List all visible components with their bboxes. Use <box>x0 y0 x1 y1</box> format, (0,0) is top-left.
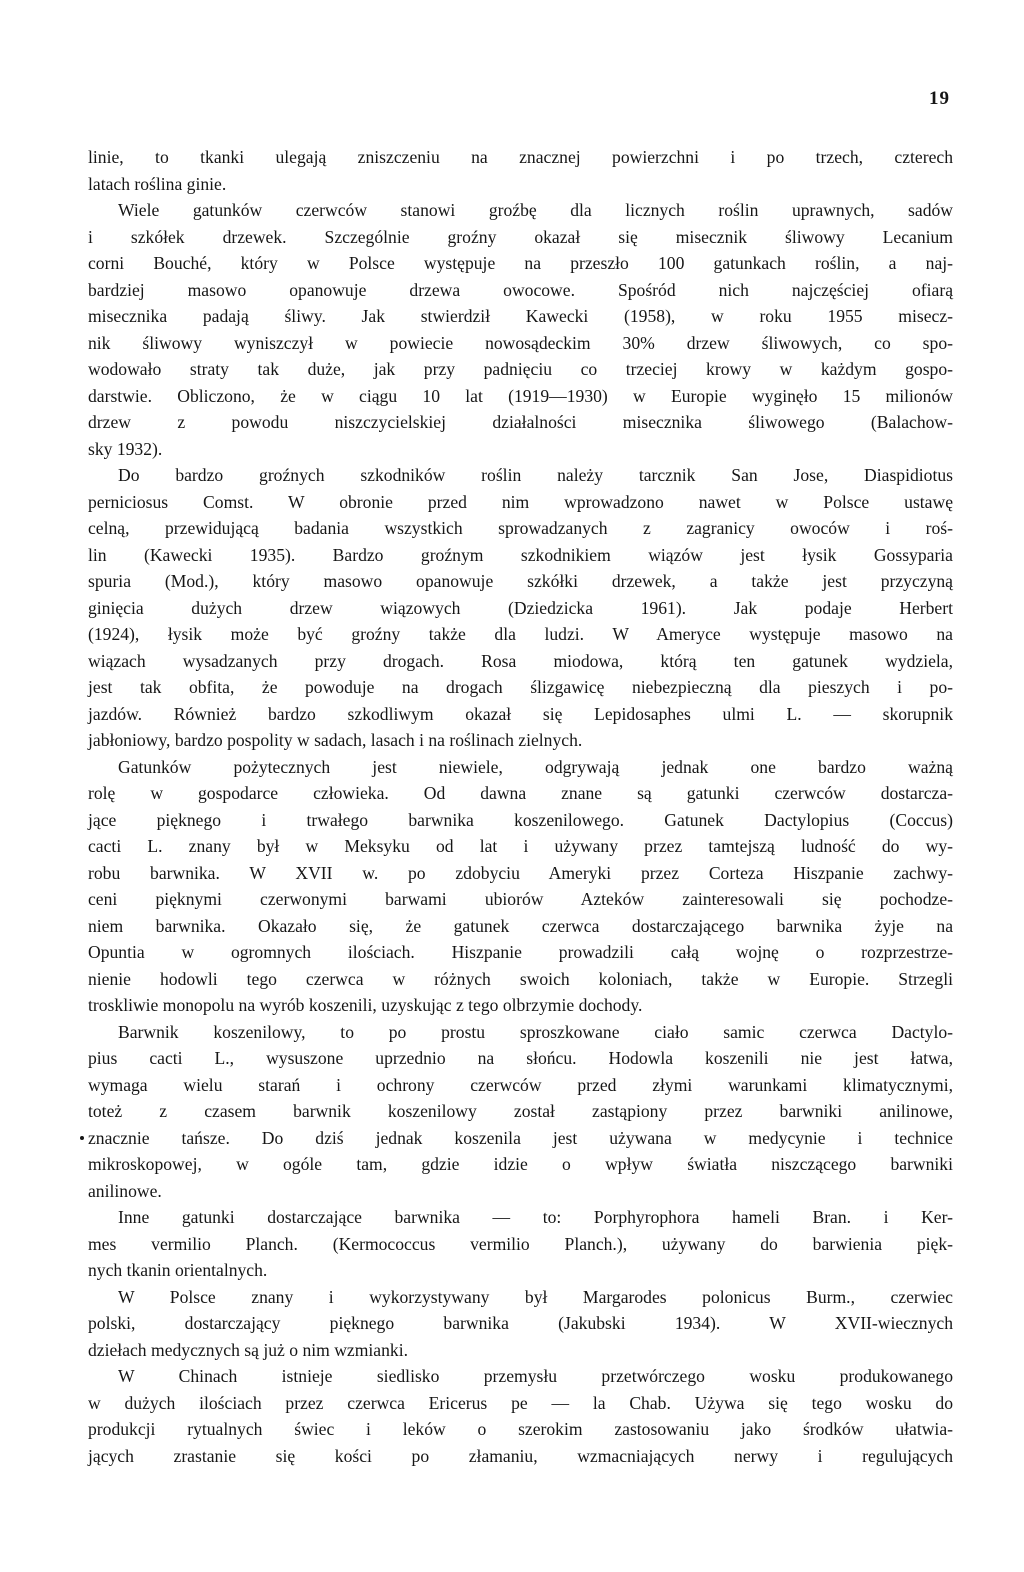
text-line: sky 1932). <box>88 438 163 459</box>
text-line: nienie hodowli tego czerwca w różnych swoich koloniach, także w Europie. Strzegli <box>88 968 953 989</box>
text-line: troskliwie monopolu na wyrób koszenili, uzyskując z tego olbrzymie dochody. <box>88 995 643 1015</box>
text-line: latach roślina ginie. <box>88 173 227 194</box>
text-line: jabłoniowy, bardzo pospolity w sadach, lasach i na roślinach zielnych. <box>88 730 583 750</box>
text-line: ceni pięknymi czerwonymi barwami ubiorów Azteków zainteresowali się pochodze- <box>88 889 953 909</box>
text-line: nych tkanin orientalnych. <box>88 1260 268 1280</box>
text-line: wymaga wielu starań i ochrony czerwców przed złymi warunkami klimatycznymi, <box>88 1074 953 1095</box>
text-line: (1924), łysik może być groźny także dla ludzi. W Ameryce występuje masowo na <box>88 624 953 644</box>
text-line: rolę w gospodarce człowieka. Od dawna znane są gatunki czerwców dostarcza- <box>88 783 953 803</box>
text-line: mes vermilio Planch. (Kermococcus vermilio Planch.), używany do barwienia pięk- <box>88 1233 953 1254</box>
text-line: dziełach medycznych są już o nim wzmianki. <box>88 1339 408 1360</box>
text-line: misecznika padają śliwy. Jak stwierdził Kawecki (1958), w roku 1955 misecz- <box>88 306 953 326</box>
text-line: lin (Kawecki 1935). Bardzo groźnym szkodnikiem wiązów jest łysik Gossyparia <box>88 544 953 565</box>
text-line: spuria (Mod.), który masowo opanowuje szkółki drzewek, a także jest przyczyną <box>88 571 953 591</box>
text-line: pius cacti L., wysuszone uprzednio na słońcu. Hodowla koszenili nie jest łatwa, <box>88 1048 953 1068</box>
text-line: anilinowe. <box>88 1180 162 1201</box>
text-line: nik śliwowy wyniszczył w powiecie nowosądeckim 30% drzew śliwowych, co spo- <box>88 332 953 353</box>
text-line: corni Bouché, który w Polsce występuje na przeszło 100 gatunkach roślin, a naj- <box>88 253 953 273</box>
text-line: toteż z czasem barwnik koszenilowy został zastąpiony przez barwniki anilinowe, <box>88 1101 953 1121</box>
text-line: znacznie tańsze. Do dziś jednak koszenila jest używana w medycynie i technice <box>88 1127 953 1148</box>
text-line: ginięcia dużych drzew wiązowych (Dziedzicka 1961). Jak podaje Herbert <box>88 597 953 618</box>
text-line: bardziej masowo opanowuje drzewa owocowe. Spośród nich najczęściej ofiarą <box>88 279 953 300</box>
text-line: Gatunków pożytecznych jest niewiele, odgrywają jednak one bardzo ważną <box>118 756 953 777</box>
text-line: linie, to tkanki ulegają zniszczeniu na znacznej powierzchni i po trzech, czterech <box>88 147 953 167</box>
text-line: niem barwnika. Okazało się, że gatunek czerwca dostarczającego barwnika żyje na <box>88 915 953 936</box>
text-line: perniciosus Comst. W obronie przed nim wprowadzono nawet w Polsce ustawę <box>88 491 953 512</box>
text-line: jących zrastanie się kości po złamaniu, wzmacniających nerwy i regulujących <box>88 1445 953 1466</box>
text-line: jące pięknego i trwałego barwnika koszenilowego. Gatunek Dactylopius (Coccus) <box>88 809 953 830</box>
text-line: Inne gatunki dostarczające barwnika — to: Porphyrophora hameli Bran. i Ker- <box>118 1207 953 1227</box>
text-line: w dużych ilościach przez czerwca Ericerus pe — la Chab. Używa się tego wosku do <box>88 1392 953 1413</box>
text-line: W Chinach istnieje siedlisko przemysłu przetwórczego wosku produkowanego <box>118 1366 953 1386</box>
text-line: cacti L. znany był w Meksyku od lat i używany przez tamtejszą ludność do wy- <box>88 836 953 856</box>
text-line: Do bardzo groźnych szkodników roślin należy tarcznik San Jose, Diaspidiotus <box>118 465 953 485</box>
text-line: polski, dostarczający pięknego barwnika (Jakubski 1934). W XVII-wiecznych <box>88 1313 953 1333</box>
text-line: darstwie. Obliczono, że w ciągu 10 lat (1919—1930) w Europie wyginęło 15 milionów <box>88 385 953 406</box>
text-line: jest tak obfita, że powoduje na drogach ślizgawicę niebezpieczną dla pieszych i po- <box>88 677 953 697</box>
text-line: Barwnik koszenilowy, to po prostu sproszkowane ciało samic czerwca Dactylo- <box>118 1021 953 1042</box>
text-line: i szkółek drzewek. Szczególnie groźny okazał się misecznik śliwowy Lecanium <box>88 226 953 247</box>
text-line: produkcji rytualnych świec i leków o szerokim zastosowaniu jako środków ułatwia- <box>88 1419 953 1439</box>
text-line: Opuntia w ogromnych ilościach. Hiszpanie prowadzili całą wojnę o rozprzestrze- <box>88 942 953 962</box>
text-line: wiązach wysadzanych przy drogach. Rosa miodowa, którą ten gatunek wydziela, <box>88 650 953 671</box>
page-number: 19 <box>929 88 950 109</box>
text-line: jazdów. Również bardzo szkodliwym okazał się Lepidosaphes ulmi L. — skorupnik <box>88 703 953 724</box>
margin-dot <box>80 1136 84 1140</box>
text-line: wodowało straty tak duże, jak przy padnięciu co trzeciej krowy w każdym gospo- <box>88 359 953 379</box>
text-line: W Polsce znany i wykorzystywany był Margarodes polonicus Burm., czerwiec <box>118 1286 953 1307</box>
text-line: robu barwnika. W XVII w. po zdobyciu Ameryki przez Corteza Hiszpanie zachwy- <box>88 862 953 883</box>
text-line: drzew z powodu niszczycielskiej działalności misecznika śliwowego (Balachow- <box>88 412 953 432</box>
text-line: Wiele gatunków czerwców stanowi groźbę dla licznych roślin uprawnych, sadów <box>118 200 953 220</box>
text-line: mikroskopowej, w ogóle tam, gdzie idzie o wpływ światła niszczącego barwniki <box>88 1154 953 1174</box>
text-line: celną, przewidującą badania wszystkich sprowadzanych z zagranicy owoców i roś- <box>88 518 953 538</box>
body-text <box>88 144 953 1469</box>
